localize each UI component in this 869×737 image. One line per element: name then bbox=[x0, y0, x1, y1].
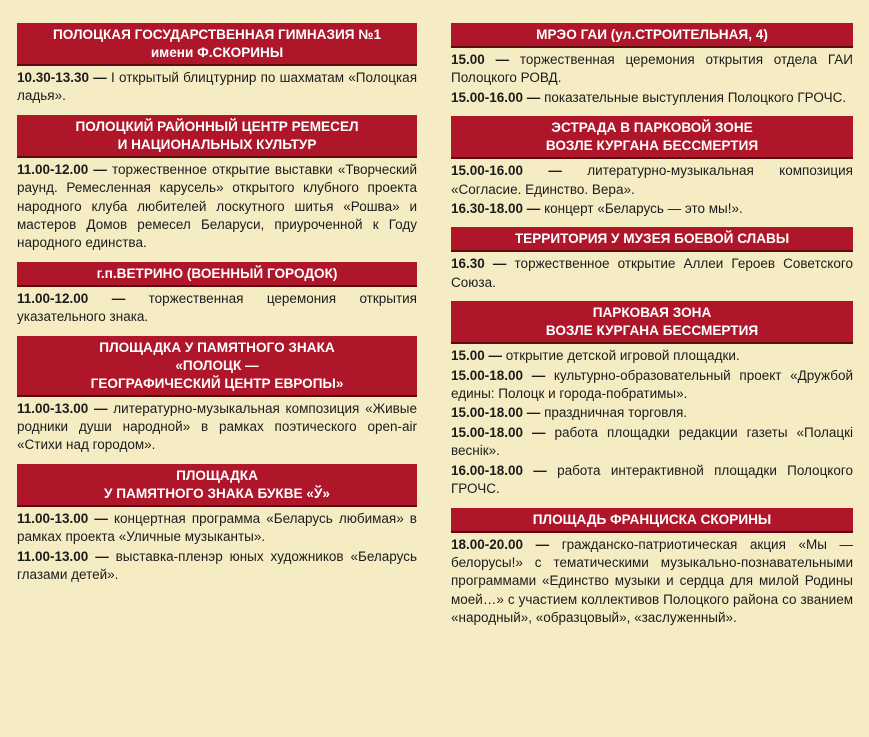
event-time: 15.00-16.00 — bbox=[451, 163, 562, 179]
heading-line: ПЛОЩАДЬ ФРАНЦИСКА СКОРИНЫ bbox=[532, 511, 772, 527]
event-entry bbox=[451, 462, 853, 499]
program-section bbox=[17, 23, 417, 106]
heading-line: ПЛОЩАДКА bbox=[176, 467, 258, 483]
event-description: концерт «Беларусь — это мы!». bbox=[540, 201, 743, 217]
program-section bbox=[451, 508, 853, 628]
heading-line: МРЭО ГАИ (ул.СТРОИТЕЛЬНАЯ, 4) bbox=[536, 27, 768, 42]
section-heading bbox=[451, 116, 853, 159]
program-section bbox=[451, 301, 853, 498]
program-section bbox=[451, 116, 853, 218]
section-heading bbox=[451, 227, 853, 252]
event-time: 16.00-18.00 — bbox=[451, 462, 547, 478]
heading-line: г.п.ВЕТРИНО (ВОЕННЫЙ ГОРОДОК) bbox=[96, 265, 338, 281]
event-entry bbox=[451, 200, 853, 218]
event-entry bbox=[17, 400, 417, 455]
right-column bbox=[451, 23, 853, 637]
section-heading bbox=[451, 23, 853, 48]
section-heading bbox=[17, 262, 417, 287]
heading-line: У ПАМЯТНОГО ЗНАКА БУКВЕ «Ў» bbox=[104, 485, 330, 501]
event-time: 11.00-12.00 — bbox=[17, 161, 107, 177]
event-entry bbox=[17, 548, 417, 585]
event-entry bbox=[451, 424, 853, 461]
event-description: показательные выступления Полоцкого ГРОЧС. bbox=[540, 89, 847, 105]
left-column bbox=[17, 23, 417, 594]
section-heading bbox=[451, 301, 853, 344]
heading-line: ГЕОГРАФИЧЕСКИЙ ЦЕНТР ЕВРОПЫ» bbox=[90, 375, 344, 391]
event-description: праздничная торговля. bbox=[540, 405, 688, 421]
heading-line: ПОЛОЦКИЙ РАЙОННЫЙ ЦЕНТР РЕМЕСЕЛ bbox=[75, 118, 359, 134]
event-time: 15.00-18.00 — bbox=[451, 367, 546, 383]
program-section bbox=[17, 262, 417, 327]
event-description: культурно-образовательный проект «Дружбой едины: Полоцк и города-побратимы». bbox=[451, 367, 853, 402]
heading-line: ЭСТРАДА В ПАРКОВОЙ ЗОНЕ bbox=[551, 120, 753, 136]
event-time: 15.00 — bbox=[451, 348, 503, 364]
event-description: работа площадки редакции газеты «Полацкі веснік». bbox=[451, 424, 853, 459]
event-time: 11.00-13.00 — bbox=[17, 548, 109, 564]
event-entry bbox=[451, 404, 853, 422]
event-time: 11.00-13.00 — bbox=[17, 400, 108, 416]
heading-line: И НАЦИОНАЛЬНЫХ КУЛЬТУР bbox=[117, 136, 317, 152]
heading-line: ВОЗЛЕ КУРГАНА БЕССМЕРТИЯ bbox=[545, 138, 759, 154]
heading-line: имени Ф.СКОРИНЫ bbox=[150, 45, 284, 60]
event-entry bbox=[451, 89, 853, 107]
event-entry bbox=[451, 162, 853, 199]
heading-line: ПЛОЩАДКА У ПАМЯТНОГО ЗНАКА bbox=[99, 339, 335, 355]
event-time: 11.00-12.00 — bbox=[17, 290, 126, 306]
event-description: выставка-пленэр юных художников «Беларусь глазами детей». bbox=[17, 548, 417, 583]
heading-line: ПАРКОВАЯ ЗОНА bbox=[592, 305, 712, 321]
section-heading bbox=[17, 464, 417, 507]
event-time: 15.00-16.00 — bbox=[451, 89, 541, 105]
program-section bbox=[17, 336, 417, 455]
heading-line: ВОЗЛЕ КУРГАНА БЕССМЕРТИЯ bbox=[545, 323, 759, 339]
event-description: работа интерактивной площадки Полоцкого ГРОЧС. bbox=[451, 462, 853, 497]
event-description: гражданско-патриотическая акция «Мы — белорусы!» с тематическими музыкально-познавательными программами «Единство музыки и сердца для милой Родины моей…» с участием коллективов Полоцкого района со званием «народный», «образцовый», «заслуженный». bbox=[451, 536, 853, 626]
event-description: литературно-музыкальная композиция «Живые родники души народной» в рамках поэтического open-air «Стихи над городом». bbox=[17, 400, 417, 453]
program-section bbox=[17, 464, 417, 585]
event-entry bbox=[17, 69, 417, 106]
event-description: торжественное открытие выставки «Творческий раунд. Ремесленная карусель» открытого клубного проекта народного клуба любителей лоскутного шитья «Рошва» и мастеров Домов ремесел Беларуси, приуроченной к Году народного единства. bbox=[17, 161, 417, 251]
event-entry bbox=[451, 51, 853, 88]
event-time: 18.00-20.00 — bbox=[451, 536, 550, 552]
event-description: литературно-музыкальная композиция «Согласие. Единство. Вера». bbox=[451, 163, 853, 197]
program-section bbox=[451, 227, 853, 292]
event-entry bbox=[17, 290, 417, 327]
program-section bbox=[451, 23, 853, 107]
event-description: I открытый блицтурнир по шахматам «Полоцкая ладья». bbox=[17, 70, 417, 104]
event-description: концертная программа «Беларусь любимая» в рамках проекта «Уличные музыканты». bbox=[17, 510, 417, 545]
event-description: открытие детской игровой площадки. bbox=[502, 348, 740, 364]
event-entry bbox=[17, 161, 417, 253]
section-heading bbox=[17, 115, 417, 158]
event-description: торжественное открытие Аллеи Героев Советского Союза. bbox=[451, 256, 853, 290]
event-entry bbox=[451, 367, 853, 404]
event-entry bbox=[451, 347, 853, 365]
event-time: 11.00-13.00 — bbox=[17, 510, 108, 526]
event-time: 16.30-18.00 — bbox=[451, 201, 541, 217]
event-time: 16.30 — bbox=[451, 256, 507, 272]
heading-line: ПОЛОЦКАЯ ГОСУДАРСТВЕННАЯ ГИМНАЗИЯ №1 bbox=[52, 27, 382, 42]
section-heading bbox=[17, 23, 417, 66]
heading-line: ТЕРРИТОРИЯ У МУЗЕЯ БОЕВОЙ СЛАВЫ bbox=[514, 231, 790, 247]
heading-line: «ПОЛОЦК — bbox=[175, 357, 259, 373]
event-description: торжественная церемония открытия отдела ГАИ Полоцкого РОВД. bbox=[451, 52, 853, 86]
event-description: торжественная церемония открытия указательного знака. bbox=[17, 290, 417, 325]
event-time: 15.00-18.00 — bbox=[451, 405, 541, 421]
event-entry bbox=[17, 510, 417, 547]
program-section bbox=[17, 115, 417, 253]
event-entry bbox=[451, 255, 853, 292]
event-time: 10.30-13.30 — bbox=[17, 70, 107, 85]
event-entry bbox=[451, 536, 853, 628]
event-time: 15.00 — bbox=[451, 52, 510, 67]
event-time: 15.00-18.00 — bbox=[451, 424, 546, 440]
section-heading bbox=[451, 508, 853, 533]
section-heading bbox=[17, 336, 417, 397]
